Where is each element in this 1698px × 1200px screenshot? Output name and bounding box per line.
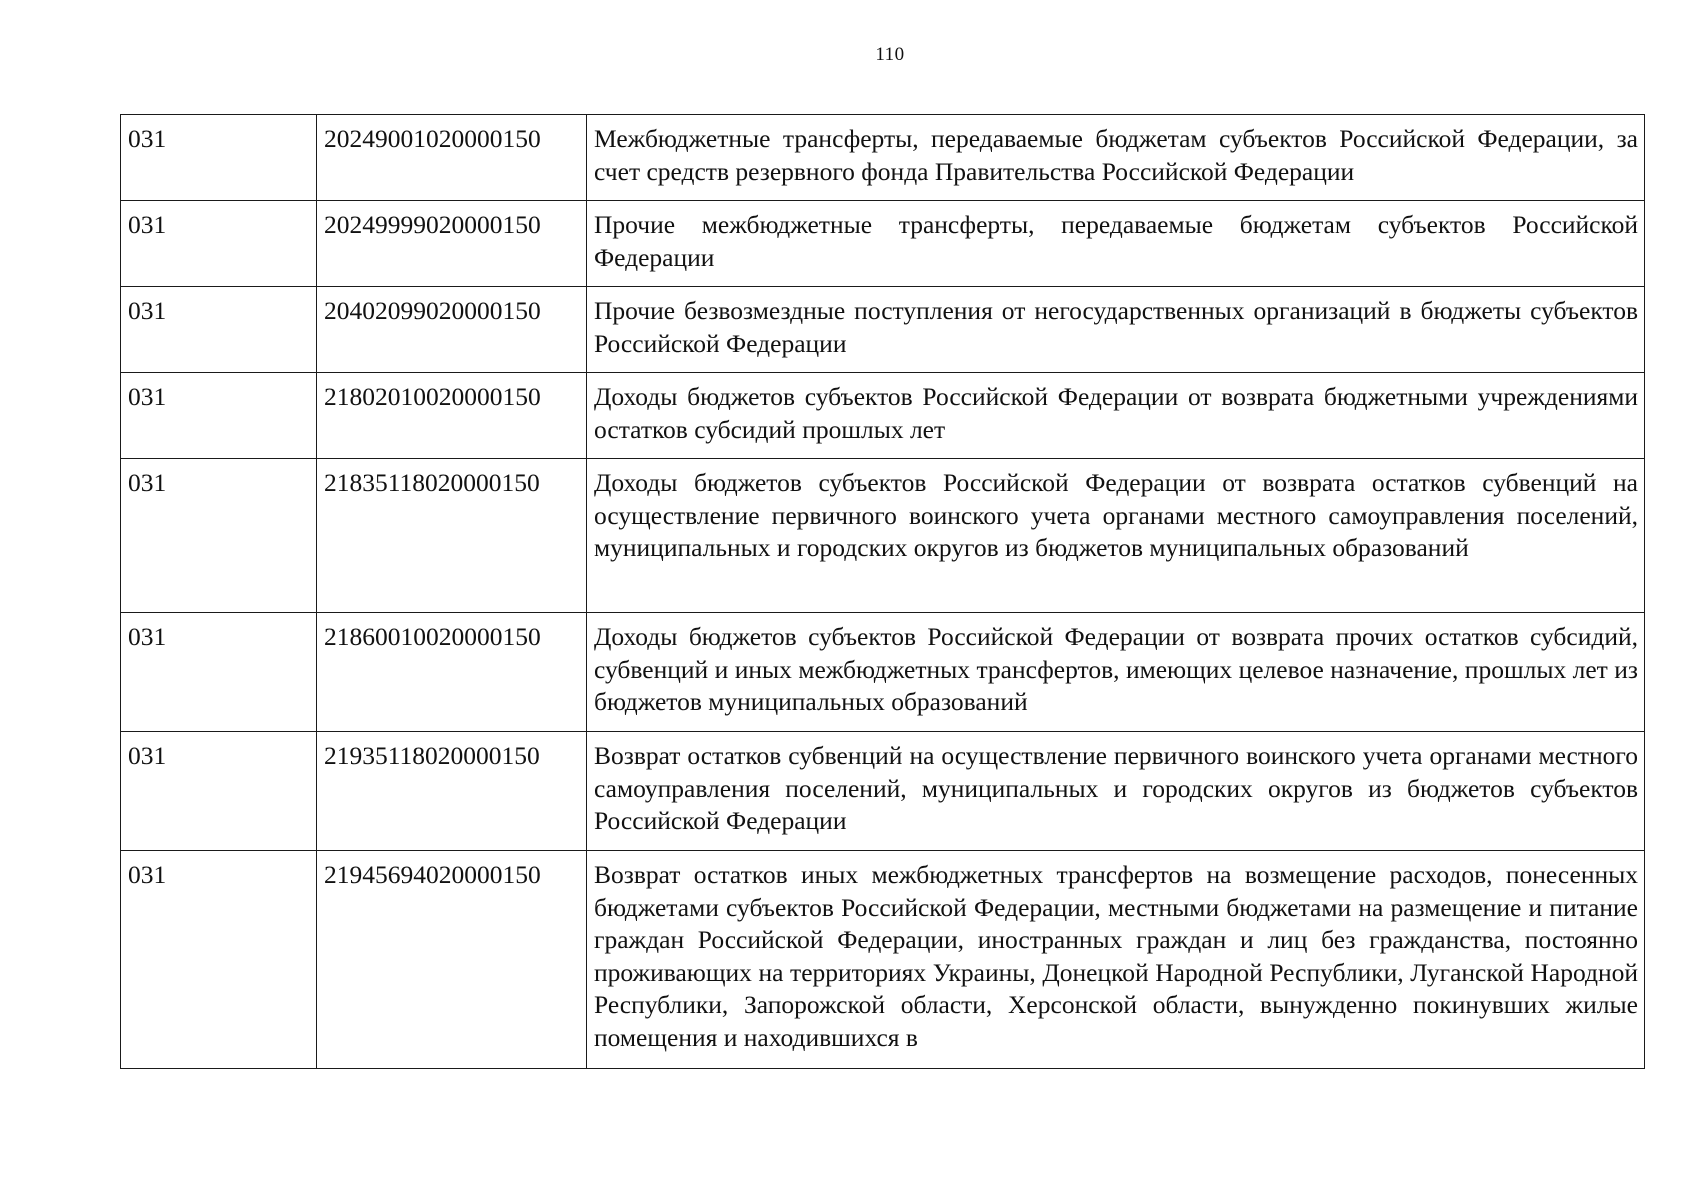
description-cell: Доходы бюджетов субъектов Российской Федерации от возврата бюджетными учреждениями остатков субсидий прошлых лет bbox=[587, 373, 1645, 459]
description-cell: Прочие безвозмездные поступления от негосударственных организаций в бюджеты субъектов Российской Федерации bbox=[587, 287, 1645, 373]
table-row bbox=[121, 373, 1645, 459]
description-cell: Межбюджетные трансферты, передаваемые бюджетам субъектов Российской Федерации, за счет средств резервного фонда Правительства Российской Федерации bbox=[587, 115, 1645, 201]
admin-code-cell: 031 bbox=[121, 851, 317, 1069]
table-row bbox=[121, 732, 1645, 851]
admin-code-cell: 031 bbox=[121, 459, 317, 613]
kbk-code-cell: 21802010020000150 bbox=[317, 373, 587, 459]
table-row bbox=[121, 613, 1645, 732]
description-cell: Доходы бюджетов субъектов Российской Федерации от возврата остатков субвенций на осуществление первичного воинского учета органами местного самоуправления поселений, муниципальных и городских округов из бюджетов муниципальных образований bbox=[587, 459, 1645, 613]
page-number: 110 bbox=[875, 44, 905, 65]
description-cell: Доходы бюджетов субъектов Российской Федерации от возврата прочих остатков субсидий, субвенций и иных межбюджетных трансфертов, имеющих целевое назначение, прошлых лет из бюджетов муниципальных образований bbox=[587, 613, 1645, 732]
admin-code-cell: 031 bbox=[121, 287, 317, 373]
kbk-code-cell: 21835118020000150 bbox=[317, 459, 587, 613]
kbk-code-cell: 20249999020000150 bbox=[317, 201, 587, 287]
admin-code-cell: 031 bbox=[121, 115, 317, 201]
table-row bbox=[121, 851, 1645, 1069]
budget-codes-table bbox=[120, 114, 1645, 1069]
admin-code-cell: 031 bbox=[121, 613, 317, 732]
admin-code-cell: 031 bbox=[121, 732, 317, 851]
table-row bbox=[121, 459, 1645, 613]
table-row bbox=[121, 287, 1645, 373]
kbk-code-cell: 21935118020000150 bbox=[317, 732, 587, 851]
table-row bbox=[121, 201, 1645, 287]
description-cell: Возврат остатков иных межбюджетных трансфертов на возмещение расходов, понесенных бюджетами субъектов Российской Федерации, местными бюджетами на размещение и питание граждан Российской Федерации, иностранных граждан и лиц без гражданства, постоянно проживающих на территориях Украины, Донецкой Народной Республики, Луганской Народной Республики, Запорожской области, Херсонской области, вынужденно покинувших жилые помещения и находившихся в bbox=[587, 851, 1645, 1069]
description-cell: Возврат остатков субвенций на осуществление первичного воинского учета органами местного самоуправления поселений, муниципальных и городских округов из бюджетов субъектов Российской Федерации bbox=[587, 732, 1645, 851]
kbk-code-cell: 20402099020000150 bbox=[317, 287, 587, 373]
kbk-code-cell: 21945694020000150 bbox=[317, 851, 587, 1069]
kbk-code-cell: 20249001020000150 bbox=[317, 115, 587, 201]
admin-code-cell: 031 bbox=[121, 373, 317, 459]
table-row bbox=[121, 115, 1645, 201]
kbk-code-cell: 21860010020000150 bbox=[317, 613, 587, 732]
admin-code-cell: 031 bbox=[121, 201, 317, 287]
description-cell: Прочие межбюджетные трансферты, передаваемые бюджетам субъектов Российской Федерации bbox=[587, 201, 1645, 287]
